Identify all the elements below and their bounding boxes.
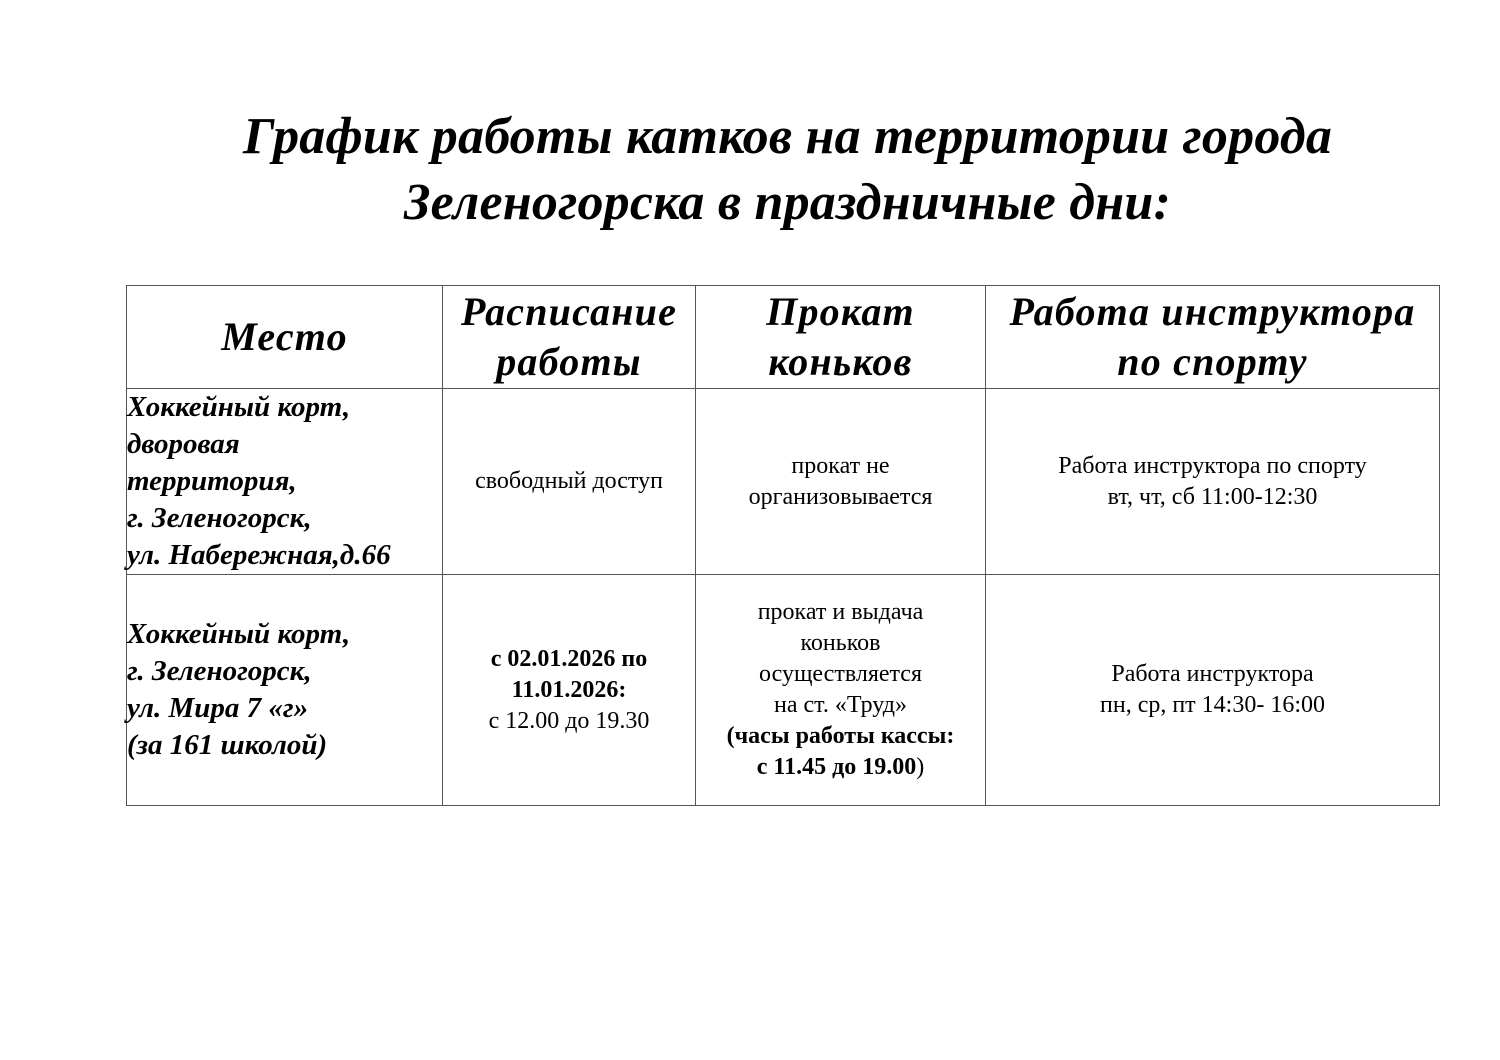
- title-line-2: Зеленогорска в праздничные дни:: [404, 174, 1171, 231]
- rental-hours-close: ): [916, 754, 925, 780]
- rental-hours-line: [696, 752, 985, 783]
- header-instructor: [986, 286, 1440, 389]
- title-line-1: График работы катков на территории города: [242, 108, 1333, 165]
- header-schedule-line-2: работы: [496, 339, 642, 384]
- table-header-row: [127, 286, 1440, 389]
- instructor-line: Работа инструктора по спорту: [1058, 452, 1367, 479]
- header-instructor-line-2: по спорту: [1117, 339, 1308, 384]
- schedule-text: свободный доступ: [475, 468, 663, 494]
- rental-line: на ст. «Труд»: [774, 692, 907, 718]
- rental-cell: [696, 389, 986, 575]
- place-line: территория,: [127, 465, 297, 497]
- table-row: [127, 389, 1440, 575]
- place-line: дворовая: [127, 428, 240, 460]
- place-cell: [127, 389, 443, 575]
- place-line: ул. Набережная,д.66: [127, 539, 391, 571]
- page-title: [0, 104, 1500, 236]
- rental-line: осуществляется: [759, 661, 922, 687]
- rental-line: прокат и выдача: [757, 599, 924, 625]
- header-instructor-line-1: Работа инструктора: [1009, 289, 1416, 334]
- place-line: Хоккейный корт,: [127, 391, 351, 423]
- rental-line: организовывается: [748, 483, 933, 510]
- schedule-cell: [443, 575, 696, 806]
- place-line: г. Зеленогорск,: [127, 502, 312, 534]
- header-schedule: [443, 286, 696, 389]
- schedule-text: с 12.00 до 19.30: [488, 707, 650, 734]
- place-cell: [127, 575, 443, 806]
- place-line: Хоккейный корт,: [127, 618, 351, 650]
- rental-cell: [696, 575, 986, 806]
- place-line: ул. Мира 7 «г»: [127, 692, 309, 724]
- instructor-line: пн, ср, пт 14:30- 16:00: [1100, 692, 1325, 718]
- instructor-line: Работа инструктора: [1111, 661, 1314, 687]
- header-rental-line-1: Прокат: [766, 289, 915, 334]
- schedule-cell: [443, 389, 696, 575]
- rink-schedule-table: [126, 285, 1440, 806]
- rental-hours-line: (часы работы кассы:: [726, 723, 955, 749]
- header-place: Место: [127, 286, 443, 389]
- rental-line: прокат не: [791, 452, 890, 479]
- schedule-date-line: с 02.01.2026 по: [490, 645, 648, 672]
- instructor-cell: [986, 575, 1440, 806]
- header-schedule-line-1: Расписание: [460, 289, 678, 334]
- instructor-line: вт, чт, сб 11:00-12:30: [1107, 483, 1318, 510]
- header-rental: [696, 286, 986, 389]
- place-line: г. Зеленогорск,: [127, 655, 312, 687]
- header-rental-line-2: коньков: [768, 339, 913, 384]
- schedule-date-line: 11.01.2026:: [511, 676, 627, 703]
- place-line: (за 161 школой): [127, 729, 328, 761]
- rental-hours-text: с 11.45 до 19.00: [756, 754, 917, 780]
- table-row: [127, 575, 1440, 806]
- instructor-cell: [986, 389, 1440, 575]
- rental-line: коньков: [800, 630, 881, 656]
